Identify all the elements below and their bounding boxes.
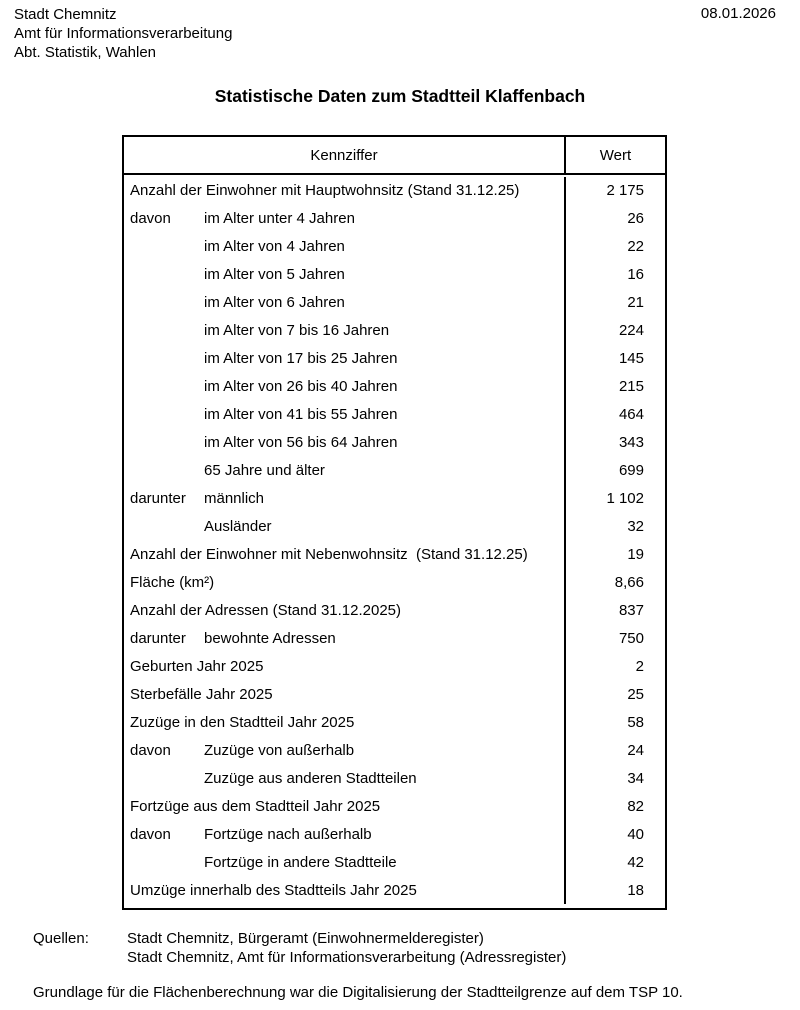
kennziffer-cell <box>124 261 564 289</box>
wert-cell <box>564 625 665 653</box>
kennziffer-cell <box>124 177 564 205</box>
page-title: Statistische Daten zum Stadtteil Klaffenbach <box>214 86 586 106</box>
row-label: männlich <box>204 490 265 508</box>
row-prefix: davon <box>130 741 171 759</box>
table-row <box>124 289 665 317</box>
wert-cell <box>564 261 665 289</box>
table-row <box>124 457 665 485</box>
row-prefix: darunter <box>130 629 186 647</box>
row-label: Fortzüge in andere Stadtteile <box>204 853 397 871</box>
kennziffer-cell <box>124 317 564 345</box>
row-value: 145 <box>618 350 644 368</box>
row-label: 65 Jahre und älter <box>204 462 325 480</box>
row-label: Anzahl der Einwohner mit Nebenwohnsitz (Stand 31.12.25) <box>130 546 528 564</box>
wert-cell <box>564 429 665 457</box>
wert-cell <box>564 345 665 373</box>
kennziffer-cell <box>124 764 564 792</box>
table-header-row <box>124 137 665 175</box>
kennziffer-cell <box>124 597 564 625</box>
table-body <box>124 175 665 908</box>
row-value: 22 <box>627 238 644 256</box>
document-date: 08.01.2026 <box>700 5 776 22</box>
kennziffer-cell <box>124 792 564 820</box>
row-value: 1 102 <box>606 490 644 508</box>
row-label: Fläche (km²) <box>130 574 215 592</box>
row-prefix: davon <box>130 825 171 843</box>
kennziffer-cell <box>124 680 564 708</box>
table-row <box>124 429 665 457</box>
letterhead <box>14 5 232 62</box>
row-label: Geburten Jahr 2025 <box>130 657 264 675</box>
kennziffer-cell <box>124 736 564 764</box>
kennziffer-cell <box>124 848 564 876</box>
row-value: 224 <box>618 322 644 340</box>
row-label: Anzahl der Adressen (Stand 31.12.2025) <box>130 602 402 620</box>
source-line-2: Stadt Chemnitz, Amt für Informationsverarbeitung (Adressregister) <box>127 949 567 966</box>
row-label: im Alter von 56 bis 64 Jahren <box>204 434 398 452</box>
table-row <box>124 233 665 261</box>
org-line-1: Stadt Chemnitz <box>14 6 117 23</box>
column-header-kennziffer: Kennziffer <box>310 146 378 164</box>
kennziffer-cell <box>124 569 564 597</box>
row-value: 58 <box>627 713 644 731</box>
row-prefix: davon <box>130 210 171 228</box>
row-value: 343 <box>618 434 644 452</box>
row-label: im Alter von 5 Jahren <box>204 266 345 284</box>
sources-list <box>127 929 566 967</box>
kennziffer-cell <box>124 205 564 233</box>
table-row <box>124 205 665 233</box>
row-label: im Alter unter 4 Jahren <box>204 210 355 228</box>
row-value: 19 <box>627 546 644 564</box>
row-label: im Alter von 17 bis 25 Jahren <box>204 350 398 368</box>
kennziffer-cell <box>124 708 564 736</box>
row-value: 21 <box>627 294 644 312</box>
row-label: Fortzüge nach außerhalb <box>204 825 372 843</box>
row-label: Zuzüge aus anderen Stadtteilen <box>204 769 417 787</box>
row-label: Fortzüge aus dem Stadtteil Jahr 2025 <box>130 797 381 815</box>
table-row <box>124 625 665 653</box>
table-row <box>124 261 665 289</box>
row-label: im Alter von 4 Jahren <box>204 238 345 256</box>
table-row <box>124 541 665 569</box>
table-row <box>124 345 665 373</box>
row-value: 40 <box>627 825 644 843</box>
table-row <box>124 652 665 680</box>
row-value: 8,66 <box>614 574 644 592</box>
kennziffer-cell <box>124 513 564 541</box>
wert-cell <box>564 177 665 205</box>
row-label: Zuzüge von außerhalb <box>204 741 355 759</box>
kennziffer-cell <box>124 345 564 373</box>
row-value: 25 <box>627 685 644 703</box>
kennziffer-cell <box>124 289 564 317</box>
row-value: 699 <box>618 462 644 480</box>
row-label: im Alter von 26 bis 40 Jahren <box>204 378 398 396</box>
row-value: 42 <box>627 853 644 871</box>
row-value: 837 <box>618 602 644 620</box>
row-value: 34 <box>627 769 644 787</box>
table-row <box>124 317 665 345</box>
wert-cell <box>564 764 665 792</box>
table-row <box>124 177 665 205</box>
row-value: 26 <box>627 210 644 228</box>
table-row <box>124 820 665 848</box>
wert-cell <box>564 736 665 764</box>
table-row <box>124 792 665 820</box>
table-row <box>124 876 665 904</box>
row-value: 18 <box>627 881 644 899</box>
column-header-wert: Wert <box>564 137 665 173</box>
wert-cell <box>564 848 665 876</box>
row-value: 464 <box>618 406 644 424</box>
table-row <box>124 848 665 876</box>
row-label: Ausländer <box>204 518 272 536</box>
wert-cell <box>564 205 665 233</box>
wert-cell <box>564 373 665 401</box>
table-row <box>124 736 665 764</box>
wert-cell <box>564 541 665 569</box>
table-row <box>124 680 665 708</box>
table-row <box>124 373 665 401</box>
area-calculation-note: Grundlage für die Flächenberechnung war die Digitalisierung der Stadtteilgrenze auf dem TSP 10. <box>33 984 683 1001</box>
row-label: im Alter von 41 bis 55 Jahren <box>204 406 398 424</box>
kennziffer-cell <box>124 876 564 904</box>
row-label: Anzahl der Einwohner mit Hauptwohnsitz (Stand 31.12.25) <box>130 182 520 200</box>
kennziffer-cell <box>124 652 564 680</box>
table-row <box>124 485 665 513</box>
wert-cell <box>564 820 665 848</box>
row-value: 24 <box>627 741 644 759</box>
row-value: 16 <box>627 266 644 284</box>
kennziffer-cell <box>124 373 564 401</box>
wert-cell <box>564 708 665 736</box>
wert-cell <box>564 792 665 820</box>
row-label: im Alter von 6 Jahren <box>204 294 345 312</box>
org-line-3: Abt. Statistik, Wahlen <box>14 44 157 61</box>
sources-block <box>33 929 566 967</box>
kennziffer-cell <box>124 541 564 569</box>
org-line-2: Amt für Informationsverarbeitung <box>14 25 233 42</box>
wert-cell <box>564 289 665 317</box>
row-label: Zuzüge in den Stadtteil Jahr 2025 <box>130 713 355 731</box>
wert-cell <box>564 513 665 541</box>
wert-cell <box>564 876 665 904</box>
kennziffer-cell <box>124 429 564 457</box>
row-prefix: darunter <box>130 490 186 508</box>
wert-cell <box>564 233 665 261</box>
table-row <box>124 401 665 429</box>
wert-cell <box>564 317 665 345</box>
row-label: Sterbefälle Jahr 2025 <box>130 685 273 703</box>
table-row <box>124 764 665 792</box>
row-value: 750 <box>618 629 644 647</box>
row-value: 2 175 <box>606 182 644 200</box>
row-value: 82 <box>627 797 644 815</box>
row-value: 32 <box>627 518 644 536</box>
table-row <box>124 569 665 597</box>
wert-cell <box>564 569 665 597</box>
row-value: 215 <box>618 378 644 396</box>
row-label: im Alter von 7 bis 16 Jahren <box>204 322 390 340</box>
table-row <box>124 597 665 625</box>
kennziffer-cell <box>124 820 564 848</box>
row-label: bewohnte Adressen <box>204 629 336 647</box>
wert-cell <box>564 652 665 680</box>
wert-cell <box>564 401 665 429</box>
kennziffer-cell <box>124 457 564 485</box>
kennziffer-cell <box>124 485 564 513</box>
row-value: 2 <box>635 657 644 675</box>
table-row <box>124 708 665 736</box>
wert-cell <box>564 457 665 485</box>
sources-label: Quellen: <box>33 930 89 947</box>
table-row <box>124 513 665 541</box>
kennziffer-cell <box>124 401 564 429</box>
wert-cell <box>564 485 665 513</box>
kennziffer-cell <box>124 233 564 261</box>
statistics-table <box>122 135 667 910</box>
row-label: Umzüge innerhalb des Stadtteils Jahr 2025 <box>130 881 417 899</box>
kennziffer-cell <box>124 625 564 653</box>
source-line-1: Stadt Chemnitz, Bürgeramt (Einwohnermelderegister) <box>127 930 484 947</box>
wert-cell <box>564 597 665 625</box>
wert-cell <box>564 680 665 708</box>
